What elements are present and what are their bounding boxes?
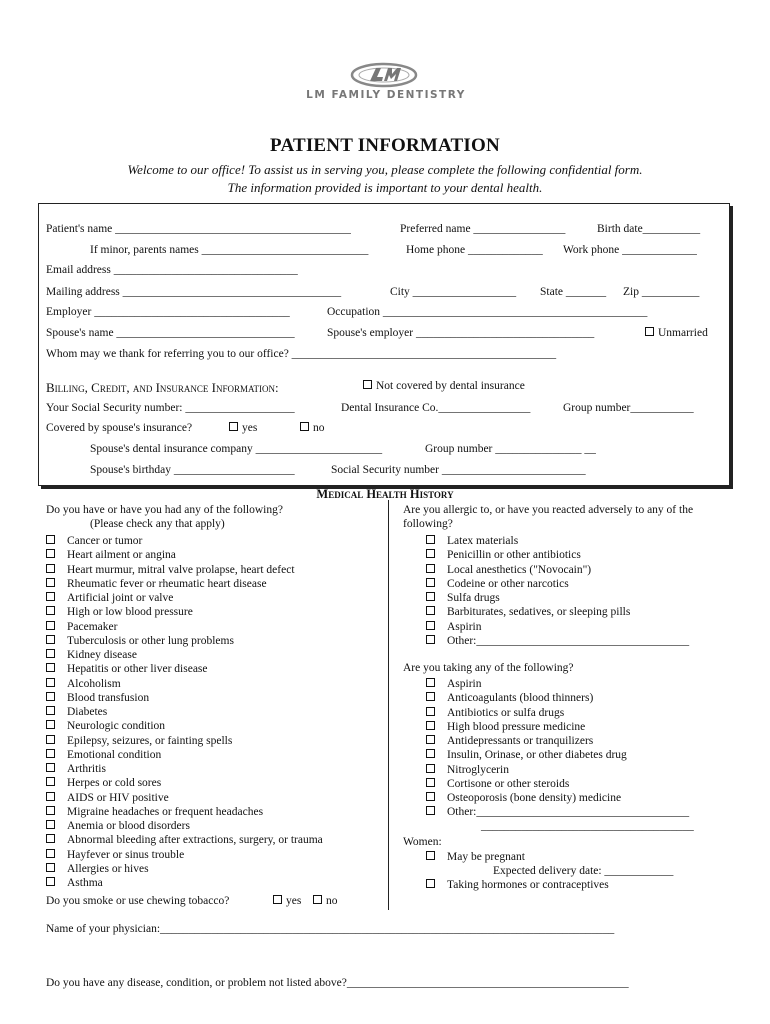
condition-item[interactable] (46, 605, 323, 619)
checkbox-icon (426, 564, 435, 573)
checkbox-icon (426, 778, 435, 787)
checkbox-icon (46, 535, 55, 544)
medication-label: Antibiotics or sulfa drugs (447, 706, 565, 719)
birth-date-field[interactable]: Birth date__________ (597, 223, 701, 235)
checkbox-icon (46, 564, 55, 573)
checkbox-icon (300, 422, 309, 431)
patient-name-field[interactable]: Patient's name _________________________________________ (46, 223, 351, 235)
medication-item[interactable] (426, 677, 689, 691)
medication-label: Insulin, Orinase, or other diabetes drug (447, 749, 627, 762)
spouse-employer-field[interactable]: Spouse's employer _______________________________ (327, 327, 595, 339)
condition-item[interactable] (46, 662, 323, 676)
checkbox-icon (426, 535, 435, 544)
women-heading: Women: (403, 836, 442, 848)
condition-label: Arthritis (67, 763, 106, 775)
condition-label: Hayfever or sinus trouble (67, 848, 185, 861)
medication-item[interactable] (426, 777, 689, 791)
medications-list (426, 677, 689, 820)
checkbox-icon (46, 834, 55, 843)
condition-label: Diabetes (67, 706, 108, 718)
condition-item[interactable] (46, 719, 323, 733)
spouse-covered-no-checkbox[interactable] (300, 422, 325, 434)
other-disease-field[interactable]: Do you have any disease, condition, or problem not listed above?_________________________________________________ (46, 977, 629, 989)
spouse-birthday-field[interactable]: Spouse's birthday _____________________ (90, 464, 295, 476)
allergy-item[interactable] (426, 577, 689, 591)
checkbox-icon (46, 635, 55, 644)
group-number-field[interactable]: Group number___________ (563, 402, 694, 414)
referral-field[interactable]: Whom may we thank for referring you to our office? ______________________________________________ (46, 348, 557, 360)
checkbox-icon (426, 692, 435, 701)
allergy-label: Other:_____________________________________ (447, 634, 690, 647)
spouse-ssn-field[interactable]: Social Security number _________________________ (331, 464, 586, 476)
condition-item[interactable] (46, 748, 323, 762)
checkbox-icon (645, 327, 654, 336)
checkbox-icon (46, 692, 55, 701)
intro-line-2: The information provided is important to your dental health. (227, 180, 543, 195)
intro-line-1: Welcome to our office! To assist us in serving you, please complete the following confidential form. (127, 162, 643, 177)
condition-item[interactable] (46, 563, 323, 577)
medication-label: Nitroglycerin (447, 763, 509, 776)
occupation-field[interactable]: Occupation ______________________________________________ (327, 306, 648, 318)
spouse-insurance-company-field[interactable]: Spouse's dental insurance company ______________________ (90, 443, 383, 455)
allergies-question: Are you allergic to, or have you reacted adversely to any of the (403, 504, 694, 516)
practice-logo (296, 62, 476, 106)
condition-label: Blood transfusion (67, 691, 150, 704)
condition-label: Heart murmur, mitral valve prolapse, heart defect (67, 563, 295, 576)
allergy-item[interactable] (426, 634, 689, 648)
allergy-item[interactable] (426, 591, 689, 605)
delivery-date-field[interactable]: Expected delivery date: ____________ (493, 865, 674, 877)
spouse-covered-yes-checkbox[interactable] (229, 422, 257, 434)
medication-item[interactable] (426, 763, 689, 777)
home-phone-field[interactable]: Home phone _____________ (406, 244, 543, 256)
condition-label: Herpes or cold sores (67, 777, 162, 790)
condition-label: Abnormal bleeding after extractions, surgery, or trauma (67, 834, 323, 847)
condition-label: Allergies or hives (67, 862, 149, 875)
checkbox-icon (426, 606, 435, 615)
condition-item[interactable] (46, 620, 323, 634)
checkbox-icon (46, 792, 55, 801)
checkbox-icon (46, 863, 55, 872)
physician-field[interactable]: Name of your physician:_______________________________________________________________________________ (46, 923, 615, 935)
condition-label: Neurologic condition (67, 720, 166, 733)
medical-history-heading: Medical Health History (316, 487, 454, 501)
tobacco-yes-checkbox[interactable] (273, 895, 301, 907)
medication-item[interactable] (426, 720, 689, 734)
allergy-item[interactable] (426, 620, 689, 634)
condition-label: Rheumatic fever or rheumatic heart disease (67, 577, 267, 590)
condition-label: Epilepsy, seizures, or fainting spells (67, 734, 233, 747)
mailing-address-field[interactable]: Mailing address ______________________________________ (46, 286, 342, 298)
condition-item[interactable] (46, 848, 323, 862)
condition-label: Pacemaker (67, 620, 118, 633)
condition-item[interactable] (46, 776, 323, 790)
allergy-item[interactable] (426, 534, 689, 548)
hormones-checkbox[interactable] (426, 879, 609, 891)
allergy-label: Codeine or other narcotics (447, 577, 569, 590)
other-medication-line-2[interactable]: _____________________________________ (481, 820, 694, 832)
conditions-instruction: (Please check any that apply) (90, 518, 225, 530)
checkbox-icon (426, 806, 435, 815)
checkbox-icon (363, 380, 372, 389)
tobacco-no-checkbox[interactable] (313, 895, 338, 907)
state-field[interactable]: State _______ (540, 286, 607, 298)
checkbox-icon (426, 707, 435, 716)
medication-label: Cortisone or other steroids (447, 777, 570, 790)
hormones-label: Taking hormones or contraceptives (447, 879, 609, 891)
checkbox-icon (46, 777, 55, 786)
condition-item[interactable] (46, 762, 323, 776)
allergy-label: Penicillin or other antibiotics (447, 549, 581, 562)
preferred-name-field[interactable]: Preferred name ________________ (400, 223, 566, 235)
spouse-name-field[interactable]: Spouse's name _______________________________ (46, 327, 295, 339)
work-phone-field[interactable]: Work phone _____________ (563, 244, 697, 256)
allergy-item[interactable] (426, 563, 689, 577)
condition-item[interactable] (46, 862, 323, 876)
practice-name: LM FAMILY DENTISTRY (306, 89, 466, 101)
condition-item[interactable] (46, 534, 323, 548)
condition-item[interactable] (46, 705, 323, 719)
medication-item[interactable] (426, 805, 689, 819)
allergy-label: Barbiturates, sedatives, or sleeping pills (447, 606, 631, 619)
dental-insurance-field[interactable]: Dental Insurance Co.________________ (341, 402, 531, 414)
condition-label: Tuberculosis or other lung problems (67, 634, 234, 647)
medication-item[interactable] (426, 748, 689, 762)
condition-label: Emotional condition (67, 748, 162, 761)
allergy-item[interactable] (426, 548, 689, 562)
condition-item[interactable] (46, 691, 323, 705)
allergies-list (426, 534, 689, 648)
medication-item[interactable] (426, 706, 689, 720)
condition-item[interactable] (46, 734, 323, 748)
checkbox-icon (46, 749, 55, 758)
checkbox-icon (426, 721, 435, 730)
checkbox-icon (46, 606, 55, 615)
checkbox-icon (426, 792, 435, 801)
checkbox-icon (426, 578, 435, 587)
allergies-question-cont: following? (403, 518, 453, 530)
checkbox-icon (46, 678, 55, 687)
condition-label: Asthma (67, 877, 103, 889)
medication-label: Antidepressants or tranquilizers (447, 735, 594, 747)
checkbox-icon (313, 895, 322, 904)
checkbox-icon (46, 720, 55, 729)
medication-label: High blood pressure medicine (447, 720, 586, 733)
unmarried-label: Unmarried (658, 327, 708, 339)
yes-label: yes (286, 895, 302, 907)
medications-question: Are you taking any of the following? (403, 662, 574, 674)
checkbox-icon (229, 422, 238, 431)
checkbox-icon (46, 621, 55, 630)
spouse-group-number-field[interactable]: Group number _______________ __ (425, 443, 596, 455)
condition-label: Alcoholism (67, 677, 121, 690)
pregnant-checkbox[interactable] (426, 851, 525, 863)
condition-label: Kidney disease (67, 649, 137, 661)
condition-item[interactable] (46, 634, 323, 648)
unmarried-checkbox[interactable] (645, 327, 708, 339)
parents-names-field[interactable]: If minor, parents names _____________________________ (90, 244, 369, 256)
checkbox-icon (46, 763, 55, 772)
zip-field[interactable]: Zip __________ (623, 286, 700, 298)
condition-item[interactable] (46, 833, 323, 847)
allergy-label: Latex materials (447, 535, 519, 547)
condition-item[interactable] (46, 819, 323, 833)
medication-label: Other:_____________________________________ (447, 806, 690, 819)
medication-label: Osteoporosis (bone density) medicine (447, 792, 622, 804)
checkbox-icon (426, 549, 435, 558)
conditions-question: Do you have or have you had any of the following? (46, 504, 283, 516)
not-covered-checkbox[interactable] (363, 380, 525, 392)
email-field[interactable]: Email address ________________________________ (46, 264, 298, 276)
condition-label: Artificial joint or valve (67, 592, 174, 604)
medication-label: Anticoagulants (blood thinners) (447, 692, 594, 705)
condition-label: Migraine headaches or frequent headaches (67, 805, 264, 818)
checkbox-icon (46, 649, 55, 658)
employer-field[interactable]: Employer __________________________________ (46, 306, 290, 318)
condition-item[interactable] (46, 548, 323, 562)
city-field[interactable]: City __________________ (390, 286, 517, 298)
checkbox-icon (426, 851, 435, 860)
column-divider (388, 500, 389, 910)
no-label: no (313, 422, 325, 434)
condition-item[interactable] (46, 591, 323, 605)
checkbox-icon (46, 735, 55, 744)
condition-label: High or low blood pressure (67, 606, 193, 619)
checkbox-icon (46, 578, 55, 587)
not-covered-label: Not covered by dental insurance (376, 380, 525, 392)
pregnant-label: May be pregnant (447, 851, 525, 863)
lm-logo-icon (350, 62, 418, 88)
spouse-covered-question: Covered by spouse's insurance? (46, 422, 193, 434)
condition-item[interactable] (46, 577, 323, 591)
checkbox-icon (426, 749, 435, 758)
checkbox-icon (46, 820, 55, 829)
condition-label: Cancer or tumor (67, 535, 143, 547)
yes-label: yes (242, 422, 258, 434)
checkbox-icon (46, 592, 55, 601)
ssn-field[interactable]: Your Social Security number: ___________________ (46, 402, 295, 414)
checkbox-icon (46, 663, 55, 672)
medication-item[interactable] (426, 791, 689, 805)
checkbox-icon (426, 678, 435, 687)
checkbox-icon (46, 849, 55, 858)
checkbox-icon (426, 592, 435, 601)
checkbox-icon (426, 735, 435, 744)
condition-label: AIDS or HIV positive (67, 791, 169, 804)
allergy-label: Local anesthetics ("Novocain") (447, 563, 592, 576)
checkbox-icon (46, 877, 55, 886)
allergy-label: Aspirin (447, 620, 482, 633)
condition-label: Heart ailment or angina (67, 549, 176, 562)
checkbox-icon (46, 549, 55, 558)
checkbox-icon (46, 806, 55, 815)
billing-heading: Billing, Credit, and Insurance Information: (46, 380, 279, 395)
checkbox-icon (46, 706, 55, 715)
medication-label: Aspirin (447, 678, 482, 690)
checkbox-icon (426, 879, 435, 888)
conditions-list (46, 534, 323, 890)
medication-item[interactable] (426, 691, 689, 705)
page-title: PATIENT INFORMATION (270, 135, 500, 156)
medication-item[interactable] (426, 734, 689, 748)
condition-label: Anemia or blood disorders (67, 820, 190, 832)
condition-item[interactable] (46, 876, 323, 890)
condition-item[interactable] (46, 677, 323, 691)
checkbox-icon (273, 895, 282, 904)
allergy-item[interactable] (426, 605, 689, 619)
checkbox-icon (426, 635, 435, 644)
checkbox-icon (426, 621, 435, 630)
tobacco-question: Do you smoke or use chewing tobacco? (46, 895, 230, 907)
condition-item[interactable] (46, 805, 323, 819)
allergy-label: Sulfa drugs (447, 592, 500, 604)
condition-item[interactable] (46, 648, 323, 662)
checkbox-icon (426, 764, 435, 773)
condition-item[interactable] (46, 791, 323, 805)
no-label: no (326, 895, 338, 907)
condition-label: Hepatitis or other liver disease (67, 663, 208, 676)
